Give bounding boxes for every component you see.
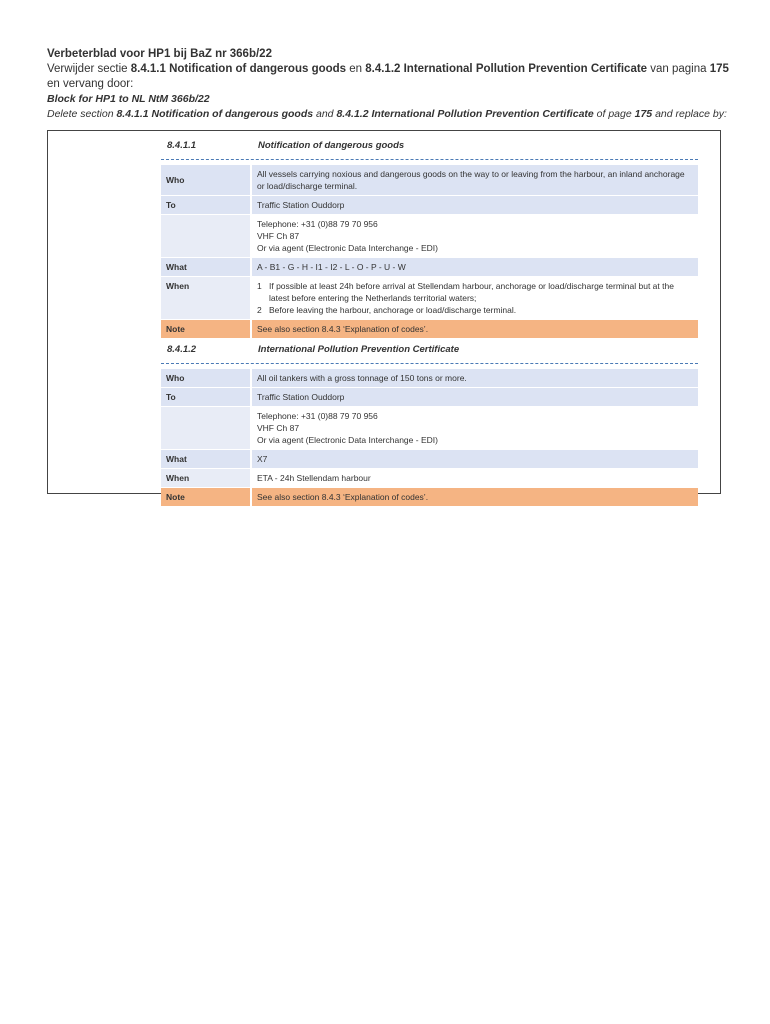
row-label: Who [161, 369, 251, 388]
section-8-4-1-2 [161, 341, 698, 506]
row-label: Who [161, 165, 251, 196]
section-heading [161, 341, 698, 364]
table-row [161, 320, 698, 339]
row-value: Traffic Station Ouddorp [251, 388, 698, 407]
section-title: International Pollution Prevention Certificate [258, 344, 460, 355]
row-label: To [161, 196, 251, 215]
table-row [161, 469, 698, 488]
english-title: Block for HP1 to NL NtM 366b/22 [47, 93, 210, 105]
contact-details: Telephone: +31 (0)88 79 70 956 VHF Ch 87 Or via agent (Electronic Data Interchange - EDI) [257, 219, 438, 253]
row-value: Traffic Station Ouddorp [251, 196, 698, 215]
row-label: When [161, 469, 251, 488]
table-row [161, 215, 698, 258]
contact-details: Telephone: +31 (0)88 79 70 956 VHF Ch 87 Or via agent (Electronic Data Interchange - EDI) [257, 411, 438, 445]
row-value: All oil tankers with a gross tonnage of 150 tons or more. [251, 369, 698, 388]
row-value: X7 [251, 450, 698, 469]
section-number: 8.4.1.2 [167, 344, 197, 355]
table-row [161, 407, 698, 450]
page-header [47, 47, 737, 122]
row-label: To [161, 388, 251, 407]
row-label: What [161, 258, 251, 277]
row-label: Note [161, 488, 251, 507]
row-label: Note [161, 320, 251, 339]
english-instruction: Delete section 8.4.1.1 Notification of dangerous goods and 8.4.1.2 International Pollution Prevention Certificate of page 175 and replace by: [47, 108, 727, 120]
table-row [161, 196, 698, 215]
row-value: All vessels carrying noxious and dangerous goods on the way to or leaving from the harbour, an inland anchorage or load/discharge terminal. [251, 165, 698, 196]
dutch-title: Verbeterblad voor HP1 bij BaZ nr 366b/22 [47, 48, 272, 60]
dutch-instruction: Verwijder sectie 8.4.1.1 Notification of dangerous goods en 8.4.1.2 International Pollution Prevention Certificate van pagina 175 en vervang door: [47, 63, 729, 90]
table-row [161, 165, 698, 196]
row-label: When [161, 277, 251, 320]
row-label: What [161, 450, 251, 469]
section-table [161, 368, 698, 506]
row-value [251, 277, 698, 320]
list-item: 1 If possible at least 24h before arrival at Stellendam harbour, anchorage or load/discharge terminal but at the latest before entering the Netherlands territorial waters; [257, 281, 674, 303]
section-8-4-1-1 [161, 137, 698, 338]
section-number: 8.4.1.1 [167, 140, 197, 151]
section-title: Notification of dangerous goods [258, 140, 405, 151]
row-value: A - B1 - G - H - I1 - I2 - L - O - P - U - W [251, 258, 698, 277]
table-row [161, 369, 698, 388]
section-heading [161, 137, 698, 160]
table-row [161, 277, 698, 320]
table-row [161, 488, 698, 507]
table-row [161, 258, 698, 277]
row-value: See also section 8.4.3 ‘Explanation of codes’. [251, 320, 698, 339]
table-row [161, 450, 698, 469]
row-value: ETA - 24h Stellendam harbour [257, 473, 371, 483]
section-table [161, 164, 698, 338]
table-row [161, 388, 698, 407]
row-value: See also section 8.4.3 ‘Explanation of codes’. [251, 488, 698, 507]
list-item: 2 Before leaving the harbour, anchorage or load/discharge terminal. [257, 305, 517, 315]
